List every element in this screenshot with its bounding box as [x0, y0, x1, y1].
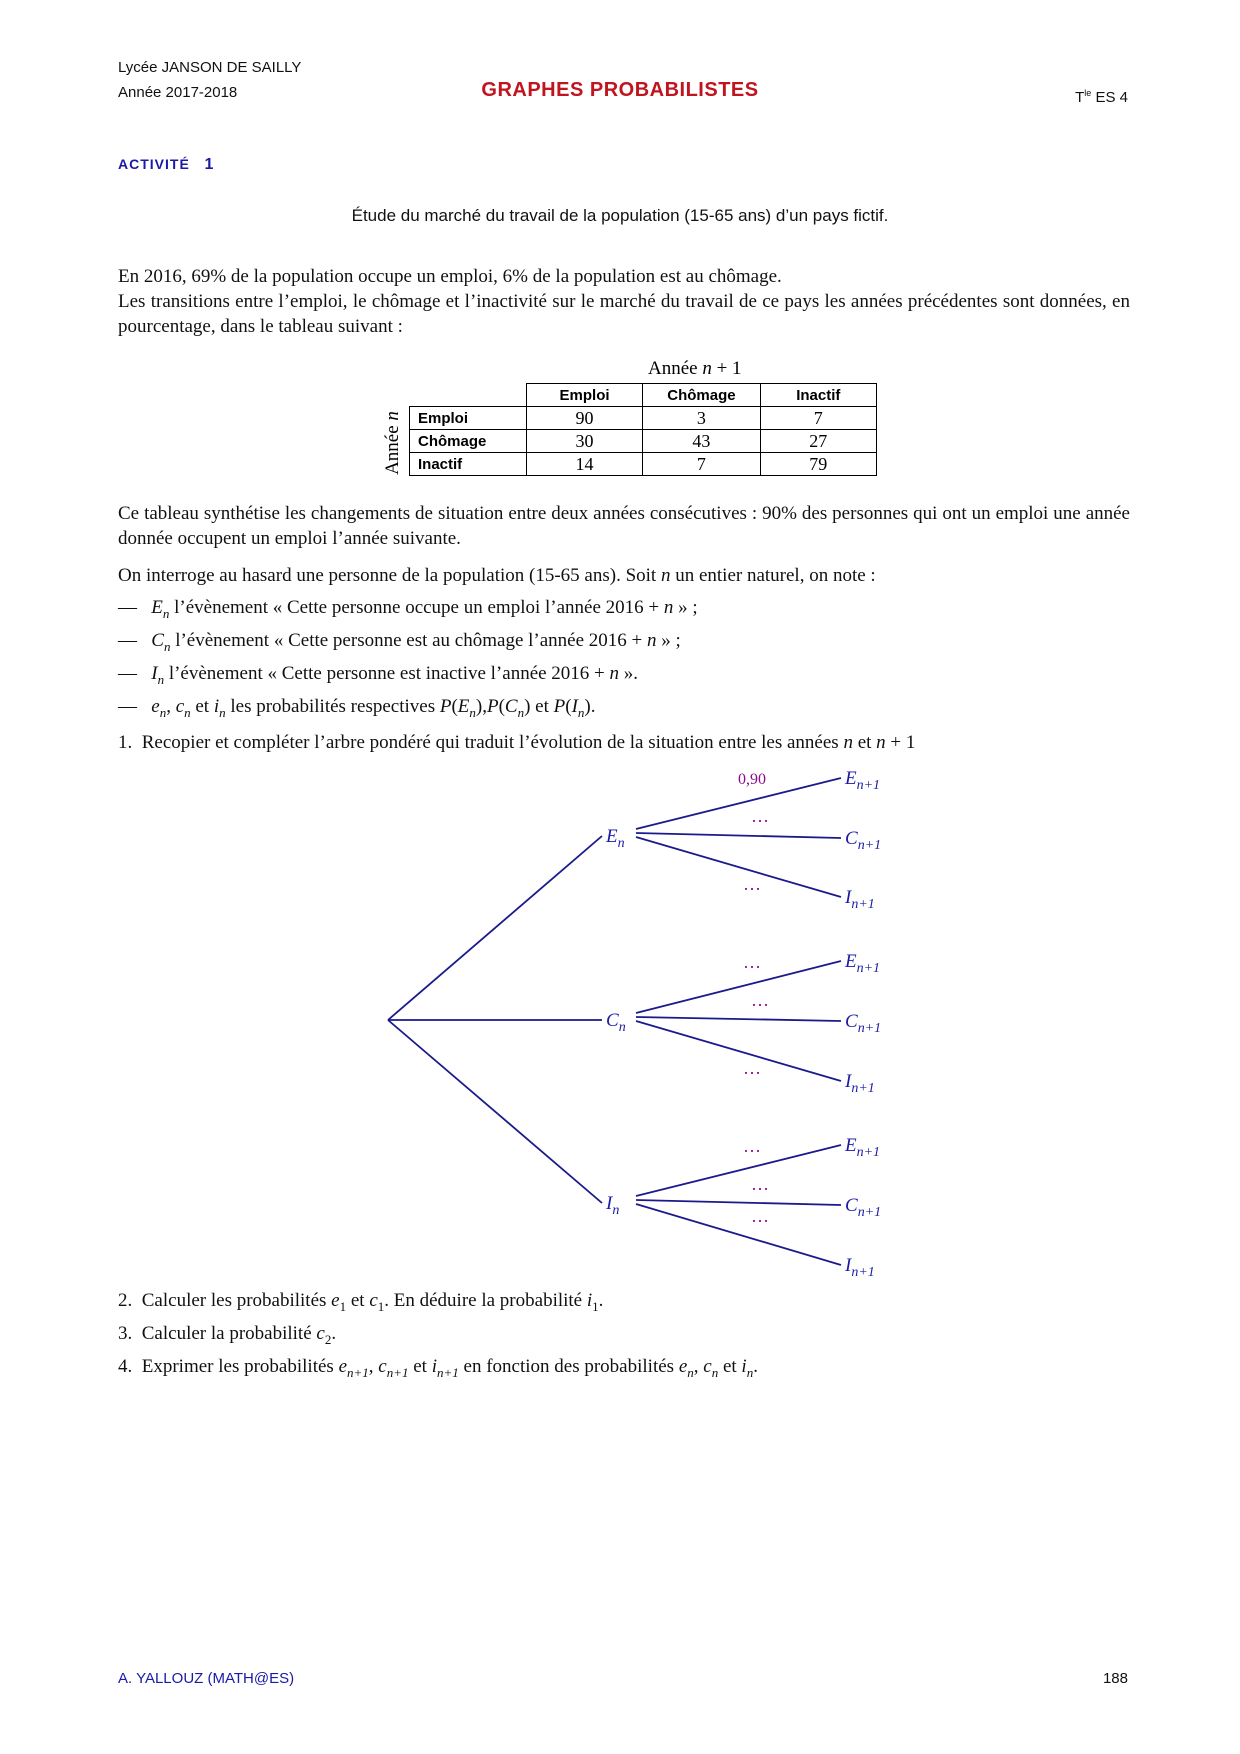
question-2: 2. Calculer les probabilités $e_1$ et $c_1$. En déduire la probabilité $i_1$. [118, 1290, 604, 1314]
question-1: 1. Recopier et compléter l’arbre pondéré qui traduit l’évolution de la situation entre les années n et n + 1 [118, 732, 916, 753]
tree-branch-level2 [636, 837, 841, 897]
table-cell: 27 [760, 430, 876, 453]
definition-item: — $e_n$, $c_n$ et $i_n$ les probabilités respectives $P(E_n),P(C_n)$ et $P(I_n)$. [118, 696, 596, 720]
activity-label: ACTIVITÉ 1 [118, 156, 215, 173]
tree-weight: 0,90 [738, 771, 766, 788]
tree-branch-level2 [636, 1017, 841, 1021]
tree-branch-level2 [636, 1145, 841, 1196]
tree-node-in: $I_n$ [606, 1193, 620, 1218]
tree-leaf-cn1: $C_{n+1}$ [845, 828, 882, 853]
tree-leaf-en1: $E_{n+1}$ [845, 1135, 881, 1160]
table-row-title: Année n [382, 411, 403, 475]
question-4: 4. Exprimer les probabilités $e_{n+1}$, $c_{n+1}$ et $i_{n+1}$ en fonction des probabilités $e_n$, $c_n$ et $i_n$. [118, 1356, 758, 1380]
table-col-title: Année n + 1 [648, 358, 742, 379]
tree-weight: … [751, 806, 769, 826]
page-title: GRAPHES PROBABILISTES [481, 79, 759, 101]
tree-weight: … [743, 1136, 761, 1156]
definition-item: — $C_n$ l’évènement « Cette personne est au chômage l’année 2016 + n » ; [118, 630, 681, 654]
row-header-chomage: Chômage [410, 430, 527, 453]
tree-weight: … [743, 952, 761, 972]
tree-branch-level1 [388, 1020, 602, 1203]
tree-weight: … [751, 1206, 769, 1226]
tree-leaf-en1: $E_{n+1}$ [845, 951, 881, 976]
tree-branch-level2 [636, 1204, 841, 1265]
tree-weight: … [743, 874, 761, 894]
footer-author: A. YALLOUZ (MATH@ES) [118, 1670, 295, 1687]
tree-branch-level2 [636, 1200, 841, 1205]
tree-leaf-in1: $I_{n+1}$ [845, 887, 875, 912]
definition-item: — $I_n$ l’évènement « Cette personne est inactive l’année 2016 + n ». [118, 663, 639, 687]
row-header-inactif: Inactif [410, 453, 527, 476]
page-number: 188 [1102, 1670, 1128, 1687]
question-intro: On interroge au hasard une personne de la population (15-65 ans). Soit n un entier naturel, on note : [118, 565, 876, 586]
class-label: $T^{le}$ ES 4 [1075, 88, 1128, 106]
col-header-emploi: Emploi [526, 384, 642, 407]
definition-item: — $E_n$ l’évènement « Cette personne occupe un emploi l’année 2016 + n » ; [118, 597, 698, 621]
tree-node-cn: $C_n$ [606, 1010, 626, 1035]
table-cell: 3 [643, 407, 760, 430]
tree-leaf-cn1: $C_{n+1}$ [845, 1011, 882, 1036]
table-cell: 79 [760, 453, 876, 476]
tree-weight: … [751, 1174, 769, 1194]
school-name: Lycée JANSON DE SAILLY [118, 59, 302, 76]
tree-leaf-cn1: $C_{n+1}$ [845, 1195, 882, 1220]
col-header-inactif: Inactif [760, 384, 876, 407]
table-cell: 14 [526, 453, 642, 476]
tree-branch-level2 [636, 961, 841, 1013]
intro-line2: Les transitions entre l’emploi, le chômage et l’inactivité sur le marché du travail de ce pays les années précédentes sont données, en pourcentage, dans le tableau suivant : [118, 291, 1130, 337]
col-header-chomage: Chômage [643, 384, 760, 407]
tree-leaf-en1: $E_{n+1}$ [845, 768, 881, 793]
table-cell: 90 [526, 407, 642, 430]
tree-branch-level2 [636, 1021, 841, 1081]
table-cell: 30 [526, 430, 642, 453]
intro-line1: En 2016, 69% de la population occupe un emploi, 6% de la population est au chômage. [118, 266, 782, 287]
tree-leaf-in1: $I_{n+1}$ [845, 1255, 875, 1280]
table-cell: 7 [643, 453, 760, 476]
table-cell: 43 [643, 430, 760, 453]
tree-leaf-in1: $I_{n+1}$ [845, 1071, 875, 1096]
activity-subtitle: Étude du marché du travail de la population (15-65 ans) d’un pays fictif. [351, 206, 889, 225]
tree-branch-level1 [388, 836, 602, 1020]
tree-weight: … [743, 1058, 761, 1078]
tree-weight: … [751, 990, 769, 1010]
question-3: 3. Calculer la probabilité $c_2$. [118, 1323, 337, 1347]
table-explanation: Ce tableau synthétise les changements de situation entre deux années consécutives : 90% des personnes qui ont un emploi une année donnée occupent un emploi l’année suivante. [118, 503, 1130, 549]
school-year: Année 2017-2018 [118, 84, 238, 101]
tree-node-en: $E_n$ [606, 826, 625, 851]
tree-branch-level2 [636, 833, 841, 838]
table-cell: 7 [760, 407, 876, 430]
row-header-emploi: Emploi [410, 407, 527, 430]
